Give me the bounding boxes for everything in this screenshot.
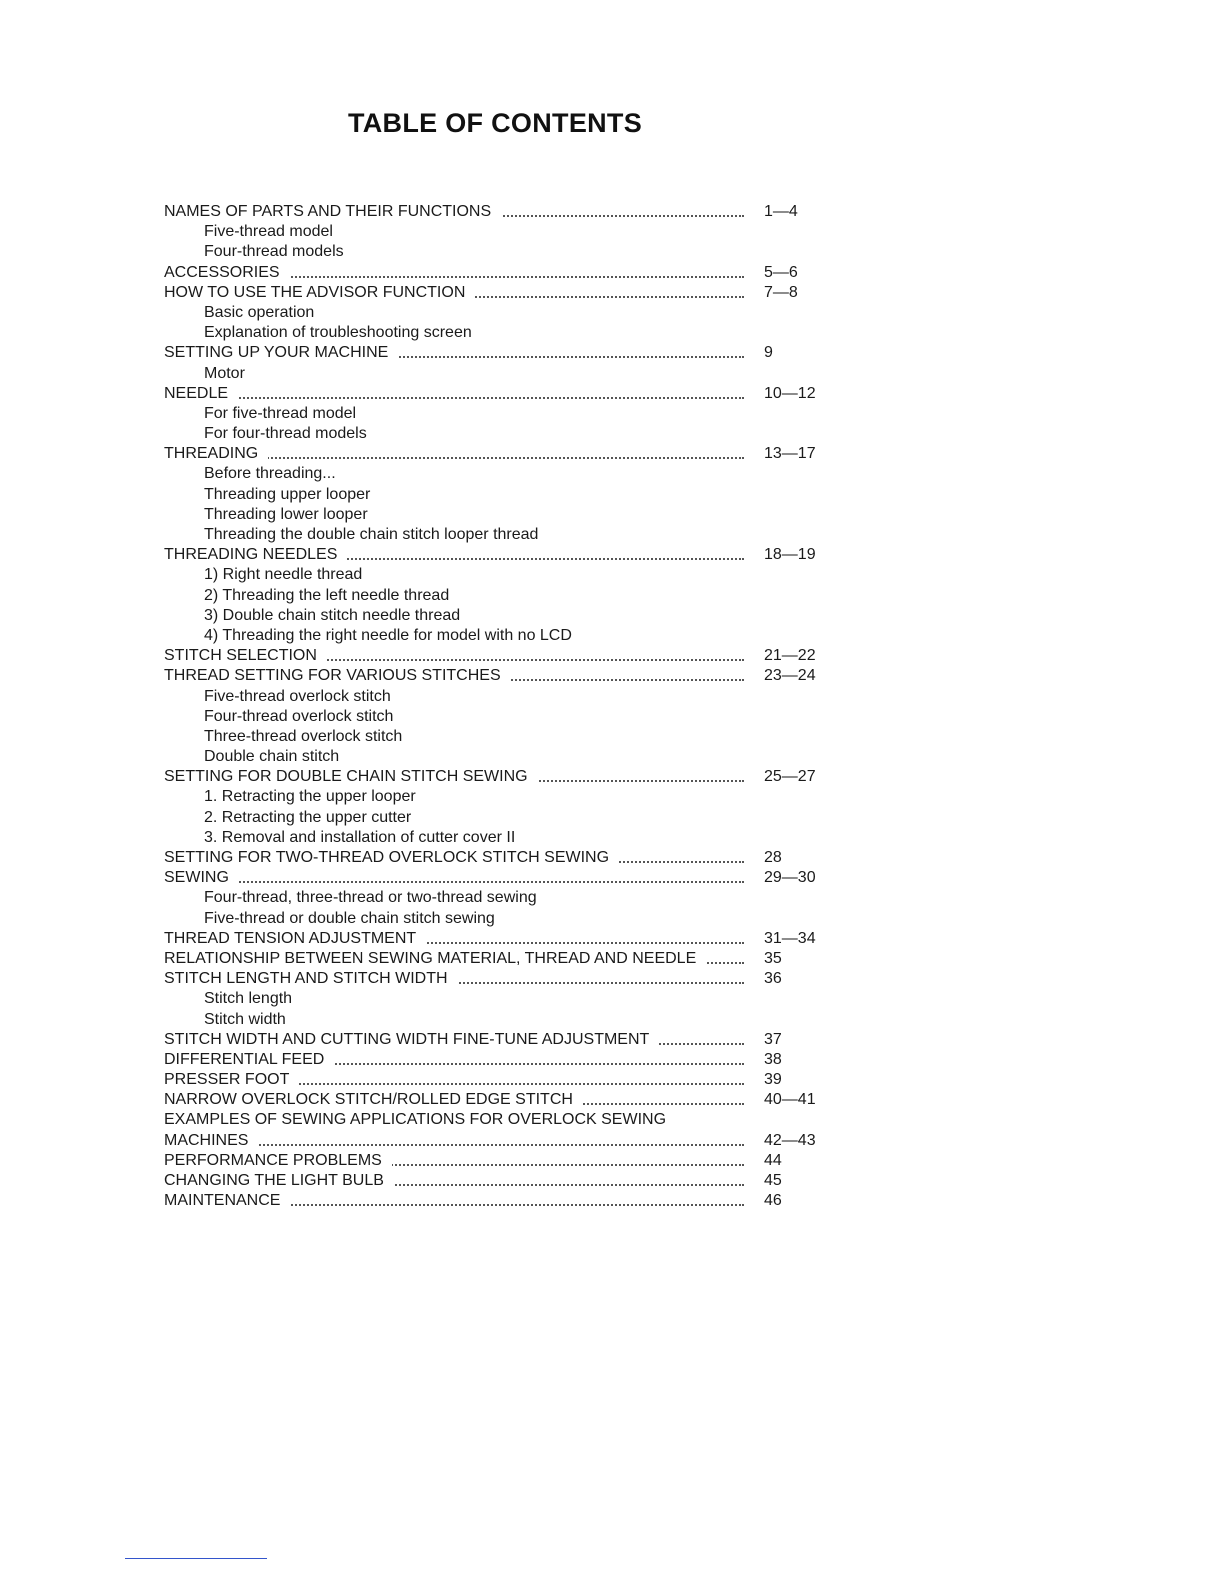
toc-entry-title: Basic operation [204,303,315,321]
toc-page-number: 29—30 [764,869,816,887]
toc-subentry [160,707,840,727]
toc-entry-title: STITCH WIDTH AND CUTTING WIDTH FINE-TUNE ADJUSTMENT [164,1030,650,1048]
toc-entry-title: 3. Removal and installation of cutter cover II [204,828,516,846]
toc-entry-title: HOW TO USE THE ADVISOR FUNCTION [164,283,466,301]
toc-entry-title: THREADING NEEDLES [164,546,338,564]
toc-entry-title: PRESSER FOOT [164,1071,290,1089]
toc-entry [160,666,840,686]
toc-page-number: 21—22 [764,647,816,665]
toc-entry-title: Five-thread or double chain stitch sewing [204,909,495,927]
toc-subentry [160,505,840,525]
toc-entry-title: 2) Threading the left needle thread [204,586,450,604]
toc-entry [160,545,840,565]
toc-entry [160,1110,840,1130]
toc-entry-title: Stitch length [204,990,293,1008]
toc-entry [160,1191,840,1211]
toc-entry-title: NAMES OF PARTS AND THEIR FUNCTIONS [164,203,492,220]
toc-entry-title: STITCH LENGTH AND STITCH WIDTH [164,970,448,988]
toc-entry-title: Motor [204,364,245,382]
toc-page-number: 25—27 [764,768,816,786]
toc-entry-title: Before threading... [204,465,336,483]
toc-page-number: 45 [764,1172,782,1189]
toc-subentry [160,586,840,606]
toc-subentry [160,888,840,908]
toc-page-number: 36 [764,970,782,988]
toc-page-number: 10—12 [764,384,816,402]
toc-entry-title: THREAD SETTING FOR VARIOUS STITCHES [164,667,501,685]
toc-entry [160,1070,840,1090]
toc-entry-title: Three-thread overlock stitch [204,727,403,745]
toc-entry-title: SETTING UP YOUR MACHINE [164,344,389,362]
toc-entry-title: STITCH SELECTION [164,647,317,665]
toc-entry [160,767,840,787]
toc-entry-title: SEWING [164,869,229,887]
toc-entry-title: MACHINES [164,1131,249,1149]
toc-subentry [160,222,840,242]
toc-entry [160,1171,840,1191]
toc-entry [160,1131,840,1151]
toc-entry-title: Four-thread models [204,243,344,261]
toc-subentry [160,808,840,828]
toc-entry [160,1030,840,1050]
toc-entry [160,384,840,404]
toc-entry [160,263,840,283]
dot-leader [160,384,744,404]
toc-page-number: 18—19 [764,546,816,564]
toc-subentry [160,606,840,626]
page-title: TABLE OF CONTENTS [347,108,643,138]
toc-entry-title: NARROW OVERLOCK STITCH/ROLLED EDGE STITCH [164,1091,573,1109]
toc-subentry [160,424,840,444]
toc-subentry [160,989,840,1009]
toc-entry-title: Threading lower looper [204,505,368,523]
toc-entry-title: 3) Double chain stitch needle thread [204,606,461,624]
toc-subentry [160,485,840,505]
toc-subentry [160,525,840,545]
toc-subentry [160,626,840,646]
toc-entry-title: For five-thread model [204,404,357,422]
toc-entry [160,283,840,303]
toc-entry-title: EXAMPLES OF SEWING APPLICATIONS FOR OVERLOCK SEWING [164,1111,667,1129]
toc-entry-title: Four-thread overlock stitch [204,707,394,725]
footer-rule [125,1558,267,1559]
toc-subentry [160,1010,840,1030]
toc-page-number: 9 [764,344,773,362]
toc-page-number: 35 [764,949,782,967]
toc-subentry [160,909,840,929]
toc-entry-title: 1. Retracting the upper looper [204,788,416,806]
toc-page-number: 13—17 [764,445,816,463]
toc-subentry [160,687,840,707]
toc-subentry [160,727,840,747]
toc-entry-title: MAINTENANCE [164,1192,281,1210]
dot-leader [160,868,744,888]
toc-entry-title: Stitch width [204,1010,286,1028]
toc-entry-title: Threading the double chain stitch looper thread [204,526,539,543]
toc-subentry [160,404,840,424]
toc-entry-title: RELATIONSHIP BETWEEN SEWING MATERIAL, THREAD AND NEEDLE [164,949,697,967]
toc-page-number: 37 [764,1030,782,1048]
toc-subentry [160,747,840,767]
toc-entry [160,1090,840,1110]
toc-page-number: 23—24 [764,667,816,685]
toc-entry [160,949,840,969]
toc-subentry [160,787,840,807]
toc-entry-title: ACCESSORIES [164,263,280,281]
toc-entry-title: 1) Right needle thread [204,566,363,584]
toc-entry-title: DIFFERENTIAL FEED [164,1050,325,1068]
toc-page-number: 46 [764,1192,782,1210]
toc-entry-title: For four-thread models [204,425,367,443]
toc-subentry [160,565,840,585]
toc-entry [160,1151,840,1171]
toc-entry [160,646,840,666]
toc-page-number: 40—41 [764,1091,816,1109]
toc-entry-title: Four-thread, three-thread or two-thread sewing [204,889,537,907]
toc-entry [160,848,840,868]
toc-entry-title: NEEDLE [164,384,229,402]
toc-subentry [160,364,840,384]
toc-entry [160,929,840,949]
toc-page-number: 1—4 [764,203,798,220]
toc-page-number: 38 [764,1050,782,1068]
toc-entry [160,343,840,363]
toc-subentry [160,828,840,848]
toc-subentry [160,464,840,484]
toc-page-number: 44 [764,1151,782,1169]
toc-subentry [160,323,840,343]
toc-entry-title: CHANGING THE LIGHT BULB [164,1172,384,1189]
toc-page-number: 31—34 [764,929,816,947]
toc-entry-title: 4) Threading the right needle for model with no LCD [204,626,572,644]
toc-page-number: 39 [764,1071,782,1089]
toc-entry-title: Explanation of troubleshooting screen [204,324,472,342]
toc-entry [160,868,840,888]
toc-entry-title: SETTING FOR TWO-THREAD OVERLOCK STITCH SEWING [164,849,610,866]
toc-entry [160,202,840,222]
toc-entry [160,444,840,464]
toc-entry-title: THREAD TENSION ADJUSTMENT [164,929,417,947]
toc-entry-title: Double chain stitch [204,748,340,766]
toc-entry-title: Five-thread model [204,223,333,241]
toc-entry-title: PERFORMANCE PROBLEMS [164,1151,382,1169]
toc-entry-title: 2. Retracting the upper cutter [204,808,412,826]
toc-entry-title: Five-thread overlock stitch [204,687,391,705]
toc-list [160,202,840,1211]
toc-page-number: 5—6 [764,263,798,281]
toc-page-number: 7—8 [764,283,798,301]
toc-subentry [160,303,840,323]
toc-entry [160,969,840,989]
toc-page-number: 42—43 [764,1131,816,1149]
toc-entry-title: Threading upper looper [204,485,371,503]
toc-entry-title: THREADING [164,445,259,463]
toc-entry [160,1050,840,1070]
toc-entry-title: SETTING FOR DOUBLE CHAIN STITCH SEWING [164,768,528,786]
toc-page-number: 28 [764,849,782,866]
toc-subentry [160,242,840,262]
